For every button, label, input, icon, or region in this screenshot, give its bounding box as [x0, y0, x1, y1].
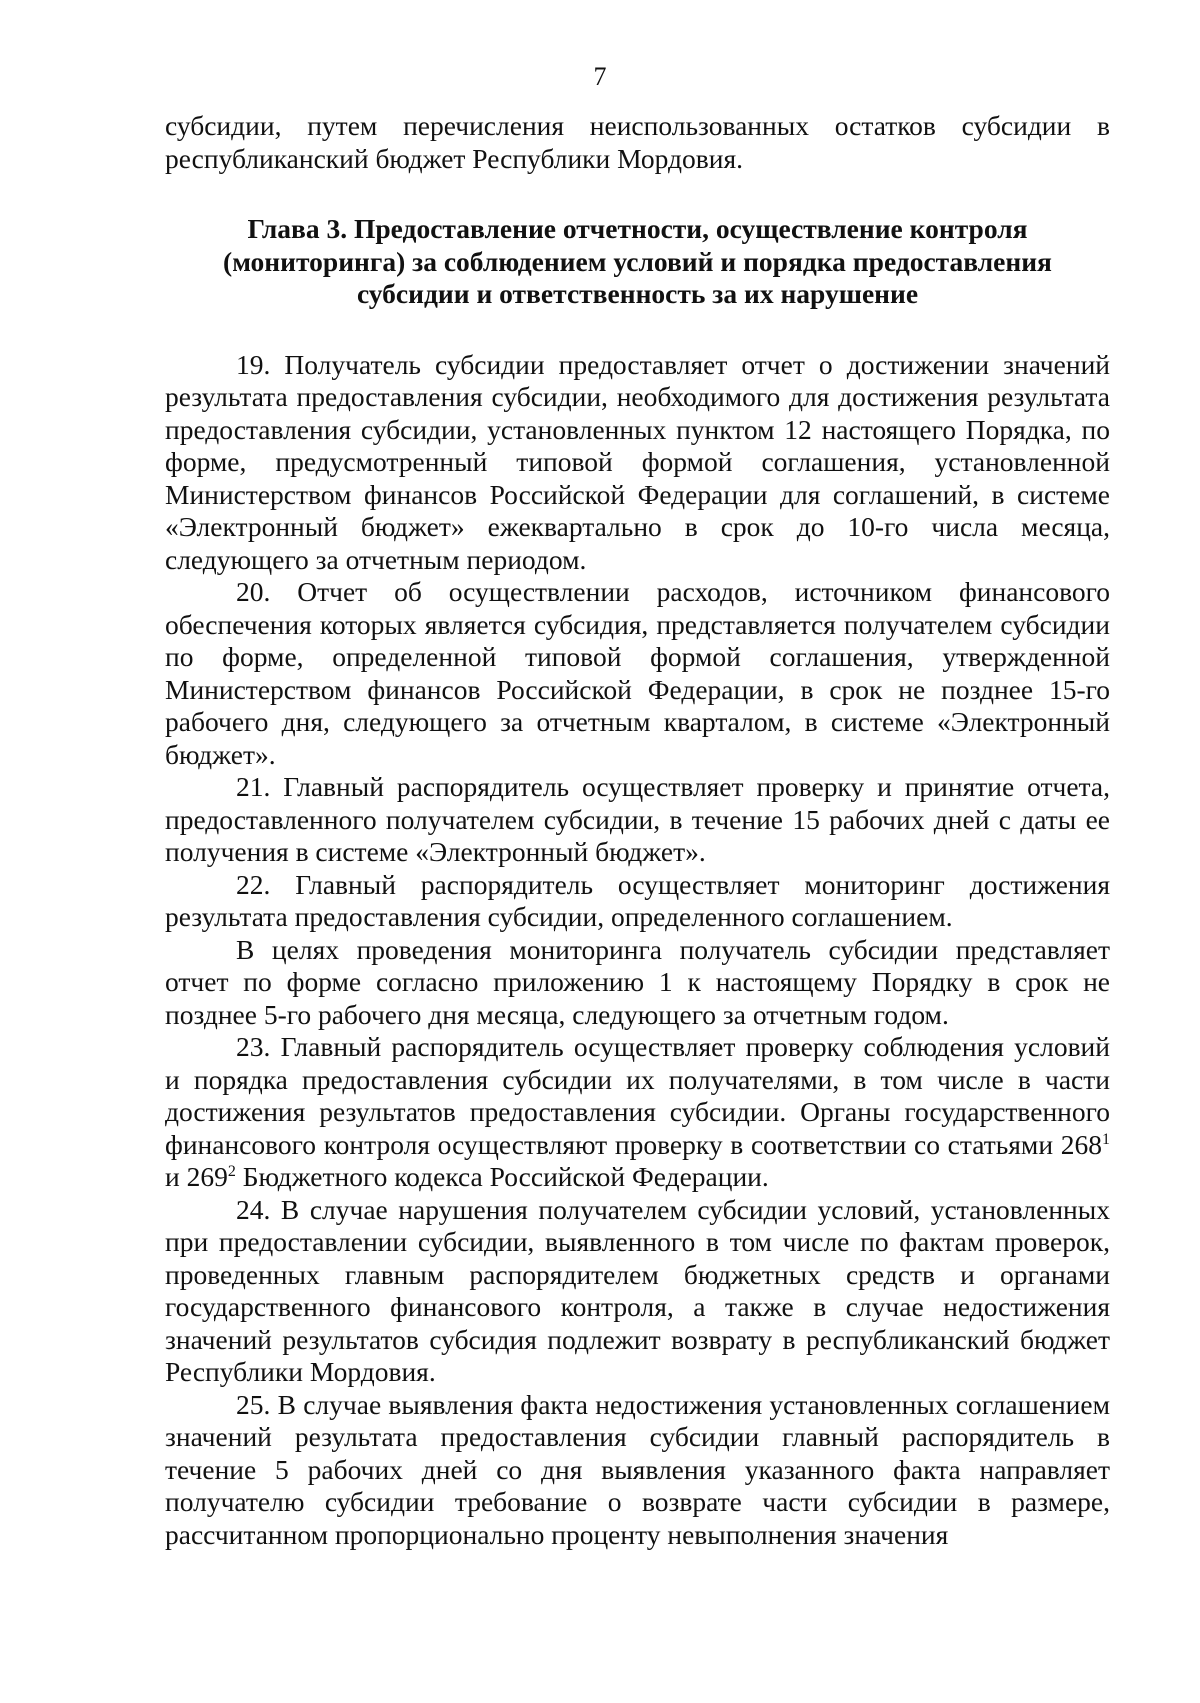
chapter-heading: Глава 3. Предоставление отчетности, осуществление контроля (мониторинга) за соблюдением условий и порядка предоставления субсидии и ответственность за их нарушение: [223, 213, 1052, 309]
paragraph-22-continued: В целях проведения мониторинга получатель субсидии представляет отчет по форме согласно приложению 1 к настоящему Порядку в срок не позднее 5-го рабочего дня месяца, следующего за отчетным годом.: [165, 933, 1110, 1030]
paragraph-23-text-mid: и: [165, 1161, 187, 1192]
paragraph-23-text-after: Бюджетного кодекса Российской Федерации.: [235, 1161, 769, 1192]
document-body: [165, 110, 1110, 1551]
paragraph-25: 25. В случае выявления факта недостижения установленных соглашением значений результата предоставления субсидии главный распорядитель в течение 5 рабочих дней со дня выявления указанного факта направляет получателю субсидии требование о возврате части субсидии в размере, рассчитанном пропорционально проценту невыполнения значения: [165, 1388, 1110, 1550]
paragraph-24: 24. В случае нарушения получателем субсидии условий, установленных при предоставлении субсидии, выявленного в том числе по фактам проверок, проведенных главным распорядителем бюджетных средств и органами государственного финансового контроля, а также в случае недостижения значений результатов субсидия подлежит возврату в республиканский бюджет Республики Мордовия.: [165, 1193, 1110, 1387]
paragraph-20: 20. Отчет об осуществлении расходов, источником финансового обеспечения которых является субсидия, представляется получателем субсидии по форме, определенной типовой формой соглашения, утвержденной Министерством финансов Российской Федерации, в срок не позднее 15-го рабочего дня, следующего за отчетным кварталом, в системе «Электронный бюджет».: [165, 576, 1110, 770]
page-number: 7: [593, 62, 607, 91]
paragraph-19: 19. Получатель субсидии предоставляет отчет о достижении значений результата предоставления субсидии, необходимого для достижения результата предоставления субсидии, установленных пунктом 12 настоящего Порядка, по форме, предусмотренный типовой формой соглашения, установленной Министерством финансов Российской Федерации для соглашений, в системе «Электронный бюджет» ежеквартально в срок до 10-го числа месяца, следующего за отчетным периодом.: [165, 348, 1110, 575]
article-268-superscript: 1: [1102, 1130, 1110, 1148]
paragraph-23: [165, 1031, 1110, 1194]
article-268: 268: [1060, 1128, 1102, 1160]
article-269-superscript: 2: [227, 1162, 236, 1180]
article-269: 269: [186, 1161, 228, 1192]
paragraph-22: 22. Главный распорядитель осуществляет мониторинг достижения результата предоставления субсидии, определенного соглашением.: [165, 868, 1110, 932]
paragraph-23-text-before: 23. Главный распорядитель осуществляет проверку соблюдения условий и порядка предоставления субсидии их получателями, в том числе в части достижения результатов предоставления субсидии. Органы государственного финансового контроля осуществляют проверку в соответствии со статьями: [165, 1031, 1110, 1160]
paragraph-21: 21. Главный распорядитель осуществляет проверку и принятие отчета, предоставленного получателем субсидии, в течение 15 рабочих дней с даты ее получения в системе «Электронный бюджет».: [165, 771, 1110, 867]
intro-paragraph: субсидии, путем перечисления неиспользованных остатков субсидии в республиканский бюджет Республики Мордовия.: [165, 110, 1110, 174]
